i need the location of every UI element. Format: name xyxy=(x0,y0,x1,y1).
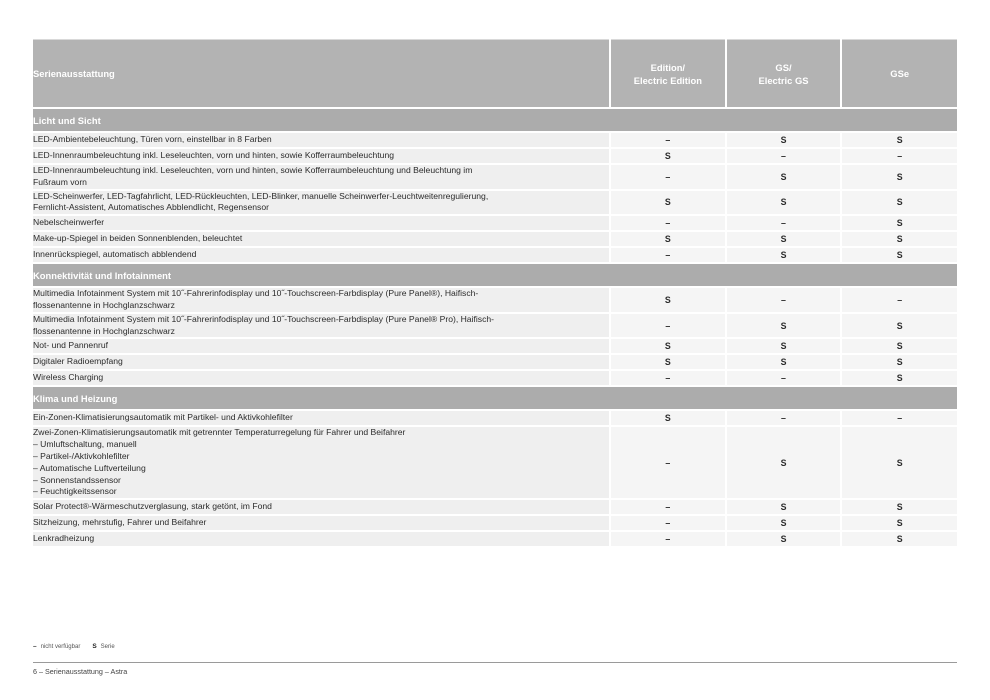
feature-label: LED-Ambientebeleuchtung, Türen vorn, einstellbar in 8 Farben xyxy=(33,134,272,145)
column-header-line: Edition/ xyxy=(650,61,686,73)
table-row xyxy=(33,370,957,386)
table-row xyxy=(33,247,957,263)
feature-label: Solar Protect®-Wärmeschutzverglasung, stark getönt, im Fond xyxy=(33,501,272,512)
availability-cell: S xyxy=(726,190,842,216)
availability-cell: – xyxy=(610,531,726,546)
availability-cell: S xyxy=(726,164,842,190)
feature-label: LED-Innenraumbeleuchtung inkl. Leseleuchten, vorn und hinten, sowie Kofferraumbeleuchtung xyxy=(33,150,395,161)
legend-series-text: Serie xyxy=(100,643,115,650)
availability-cell: S xyxy=(726,499,842,515)
availability-cell: S xyxy=(610,231,726,247)
availability-cell: S xyxy=(610,338,726,354)
availability-cell: S xyxy=(841,354,957,370)
section-title: Klima und Heizung xyxy=(33,386,957,410)
table-row xyxy=(33,148,957,164)
feature-label: LED-Innenraumbeleuchtung inkl. Leseleuchten, vorn und hinten, sowie Kofferraumbeleuchtung und Beleuchtung im xyxy=(33,165,473,175)
availability-cell: S xyxy=(610,190,726,216)
legend-not-available-text: nicht verfügbar xyxy=(40,643,81,650)
feature-label: Lenkradheizung xyxy=(33,533,95,544)
availability-cell: – xyxy=(841,410,957,426)
feature-label: Multimedia Infotainment System mit 10˝-Fahrerinfodisplay und 10˝-Touchscreen-Farbdisplay (Pure Panel® Pro), Haifisch- xyxy=(33,313,495,324)
column-header-line: Electric GS xyxy=(758,74,809,86)
feature-cell xyxy=(33,247,610,263)
availability-cell: S xyxy=(841,247,957,263)
table-row xyxy=(33,164,957,190)
availability-cell: S xyxy=(841,164,957,190)
availability-cell: S xyxy=(841,190,957,216)
availability-cell: – xyxy=(610,313,726,339)
legend xyxy=(33,643,127,650)
feature-sub-item: – Partikel-/Aktivkohlefilter xyxy=(33,450,130,461)
feature-label-continued: flossenantenne in Hochglanzschwarz xyxy=(33,299,175,310)
feature-sub-item: – Sonnenstandssensor xyxy=(33,474,121,485)
availability-cell: – xyxy=(841,148,957,164)
availability-cell: – xyxy=(726,148,842,164)
feature-label: Wireless Charging xyxy=(33,372,104,383)
column-header-line: Electric Edition xyxy=(633,74,702,86)
availability-cell: S xyxy=(841,338,957,354)
feature-cell xyxy=(33,426,610,499)
feature-cell xyxy=(33,164,610,190)
table-row xyxy=(33,410,957,426)
feature-cell xyxy=(33,354,610,370)
availability-cell: S xyxy=(841,499,957,515)
feature-label: Innenrückspiegel, automatisch abblendend xyxy=(33,249,197,260)
availability-cell: – xyxy=(726,410,842,426)
feature-cell xyxy=(33,190,610,216)
feature-sub-item: – Feuchtigkeitssensor xyxy=(33,486,117,497)
availability-cell: – xyxy=(726,215,842,231)
availability-cell: S xyxy=(610,287,726,313)
feature-cell xyxy=(33,410,610,426)
availability-cell: S xyxy=(841,132,957,148)
section-title: Licht und Sicht xyxy=(33,108,957,132)
availability-cell: S xyxy=(726,515,842,531)
table-row xyxy=(33,190,957,216)
feature-cell xyxy=(33,499,610,515)
column-header-line: GS/ xyxy=(775,61,792,73)
feature-cell xyxy=(33,531,610,546)
availability-cell: S xyxy=(841,531,957,546)
table-body xyxy=(33,108,957,546)
feature-cell xyxy=(33,338,610,354)
availability-cell: – xyxy=(610,215,726,231)
feature-sub-item: – Automatische Luftverteilung xyxy=(33,462,146,473)
feature-label-continued: flossenantenne in Hochglanzschwarz xyxy=(33,325,175,336)
feature-cell xyxy=(33,231,610,247)
feature-cell xyxy=(33,132,610,148)
availability-cell: S xyxy=(610,354,726,370)
availability-cell: – xyxy=(610,515,726,531)
feature-cell xyxy=(33,287,610,313)
column-header-gs xyxy=(726,40,842,109)
availability-cell: S xyxy=(841,313,957,339)
table-row xyxy=(33,499,957,515)
section-header-row xyxy=(33,386,957,410)
section-title: Konnektivität und Infotainment xyxy=(33,263,957,287)
availability-cell: – xyxy=(726,370,842,386)
availability-cell: S xyxy=(726,426,842,499)
availability-cell: S xyxy=(841,515,957,531)
feature-cell xyxy=(33,370,610,386)
availability-cell: S xyxy=(841,231,957,247)
equipment-table xyxy=(33,39,957,546)
feature-cell xyxy=(33,148,610,164)
column-header-edition xyxy=(610,40,726,109)
section-header-row xyxy=(33,263,957,287)
availability-cell: S xyxy=(841,215,957,231)
feature-label: Ein-Zonen-Klimatisierungsautomatik mit Partikel- und Aktivkohlefilter xyxy=(33,412,293,423)
feature-label: Nebelscheinwerfer xyxy=(33,217,105,228)
availability-cell: S xyxy=(726,354,842,370)
availability-cell: – xyxy=(610,499,726,515)
availability-cell: – xyxy=(610,247,726,263)
table-row xyxy=(33,231,957,247)
availability-cell: S xyxy=(726,247,842,263)
legend-not-available-symbol: – xyxy=(33,643,37,650)
table-row xyxy=(33,426,957,499)
page-footer: 6 – Serienausstattung – Astra xyxy=(33,667,128,676)
feature-label: Sitzheizung, mehrstufig, Fahrer und Beifahrer xyxy=(33,517,207,528)
availability-cell: S xyxy=(610,410,726,426)
section-header-row xyxy=(33,108,957,132)
table-row xyxy=(33,287,957,313)
availability-cell: – xyxy=(610,132,726,148)
feature-label: Make-up-Spiegel in beiden Sonnenblenden, beleuchtet xyxy=(33,233,243,244)
availability-cell: S xyxy=(841,370,957,386)
feature-label: Zwei-Zonen-Klimatisierungsautomatik mit getrennter Temperaturregelung für Fahrer und Beifahrer xyxy=(33,427,406,438)
table-row xyxy=(33,354,957,370)
availability-cell: S xyxy=(726,132,842,148)
table-row xyxy=(33,338,957,354)
table-row xyxy=(33,215,957,231)
availability-cell: – xyxy=(726,287,842,313)
feature-label-continued: Fußraum vorn xyxy=(33,176,87,187)
availability-cell: – xyxy=(610,164,726,190)
availability-cell: – xyxy=(610,426,726,499)
table-row xyxy=(33,313,957,339)
availability-cell: S xyxy=(841,426,957,499)
legend-series-symbol: S xyxy=(92,643,97,650)
feature-label: Digitaler Radioempfang xyxy=(33,356,123,367)
availability-cell: – xyxy=(841,287,957,313)
column-header-gse xyxy=(841,40,957,109)
footer-divider xyxy=(33,662,957,663)
availability-cell: S xyxy=(726,531,842,546)
table-row xyxy=(33,515,957,531)
feature-label: Not- und Pannenruf xyxy=(33,340,109,351)
availability-cell: S xyxy=(726,231,842,247)
availability-cell: S xyxy=(726,338,842,354)
feature-label-continued: Fernlicht-Assistent, Automatisches Abblendlicht, Regensensor xyxy=(33,202,269,213)
availability-cell: S xyxy=(726,313,842,339)
feature-cell xyxy=(33,313,610,339)
feature-label: LED-Scheinwerfer, LED-Tagfahrlicht, LED-Rückleuchten, LED-Blinker, manuelle Scheinwerfer-Leuchtweitenregulierung, xyxy=(33,190,489,201)
feature-cell xyxy=(33,215,610,231)
availability-cell: – xyxy=(610,370,726,386)
table-header-row xyxy=(33,40,957,109)
feature-cell xyxy=(33,515,610,531)
feature-sub-item: – Umluftschaltung, manuell xyxy=(33,439,137,450)
feature-column-header: Serienausstattung xyxy=(33,40,610,109)
table-row xyxy=(33,132,957,148)
column-header-line: GSe xyxy=(890,68,910,79)
table-row xyxy=(33,531,957,546)
availability-cell: S xyxy=(610,148,726,164)
feature-label: Multimedia Infotainment System mit 10˝-Fahrerinfodisplay und 10˝-Touchscreen-Farbdisplay (Pure Panel®), Haifisch- xyxy=(33,288,479,299)
